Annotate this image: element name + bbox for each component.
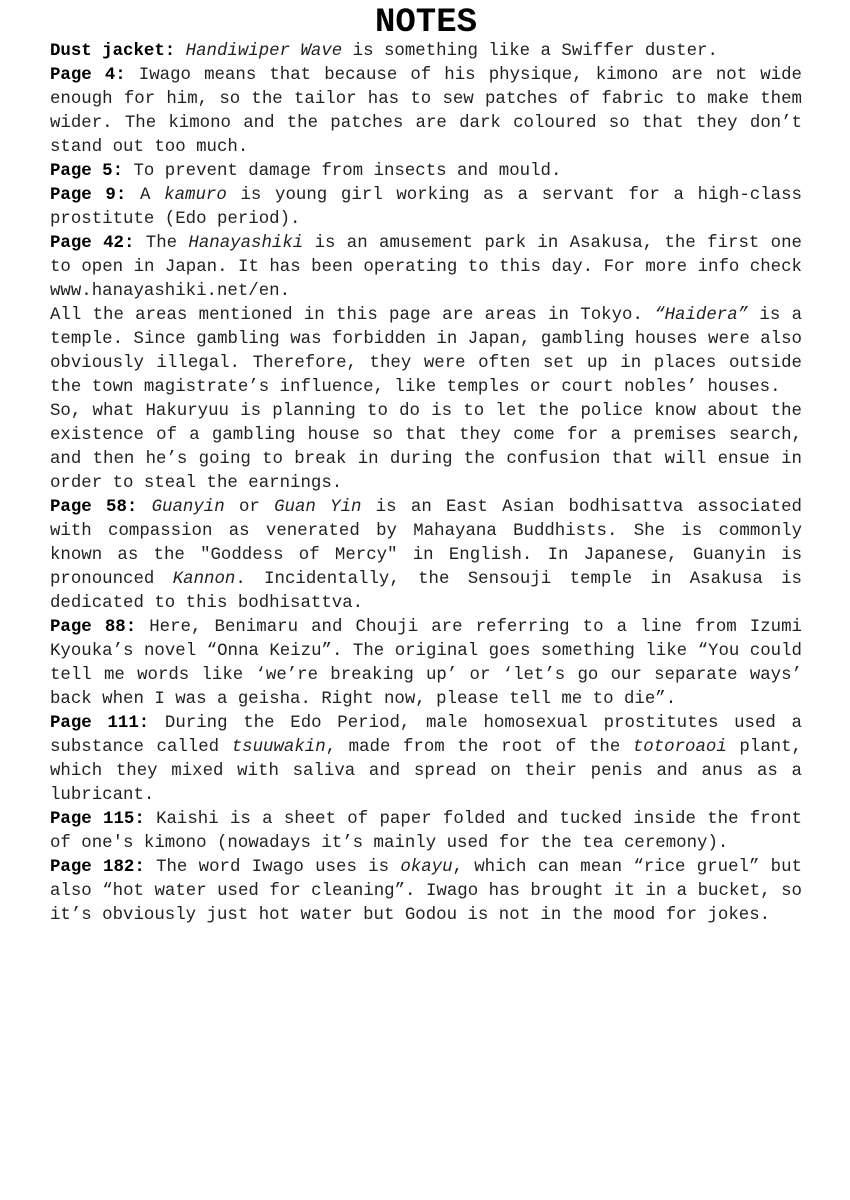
note-text: Iwago means that because of his physique, kimono are not wide enough for him, so the tailor has to sew patches of fabric to make them wider. The kimono and the patches are dark coloured so that they don’t stand out too much.: [50, 66, 802, 157]
note-text: is an amusement park in Asakusa, the first one to open in Japan. It has been operating to this day. For more info check www.hanayashiki.net/en.: [50, 234, 802, 301]
note-entry: [50, 496, 802, 616]
note-italic-term: Handiwiper Wave: [185, 42, 343, 61]
note-text: The: [134, 234, 189, 253]
note-entry: [50, 160, 802, 184]
note-entry: [50, 400, 802, 496]
note-label: Page 58:: [50, 498, 138, 517]
note-text: . Incidentally, the Sensouji temple in Asakusa is dedicated to this bodhisattva.: [50, 570, 802, 613]
note-text: or: [224, 498, 275, 517]
note-italic-term: Kannon: [172, 570, 236, 589]
note-italic-term: kamuro: [164, 186, 227, 205]
note-entry: [50, 712, 802, 808]
page-title: NOTES: [374, 4, 478, 42]
note-italic-term: tsuuwakin: [231, 738, 326, 757]
note-italic-term: Guanyin: [151, 498, 225, 517]
note-entry: [50, 616, 802, 712]
note-text: The word Iwago uses is: [144, 858, 401, 877]
notes-page: [50, 4, 802, 928]
note-text: plant, which they mixed with saliva and spread on their penis and anus as a lubricant.: [50, 738, 802, 805]
note-label: Dust jacket:: [50, 42, 176, 61]
note-italic-term: “Haidera”: [654, 306, 749, 325]
note-text: is an East Asian bodhisattva associated with compassion as venerated by Mahayana Buddhists. She is commonly known as the "Goddess of Mercy" in English. In Japanese, Guanyin is pronounced: [50, 498, 802, 589]
note-label: Page 42:: [50, 234, 135, 253]
note-text: , which can mean “rice gruel” but also “hot water used for cleaning”. Iwago has brought it in a bucket, so it’s obviously just hot water but Godou is not in the mood for jokes.: [50, 858, 802, 925]
note-entry: [50, 64, 802, 160]
note-entry: [50, 808, 802, 856]
note-text: [137, 498, 151, 517]
note-italic-term: okayu: [400, 858, 453, 877]
note-label: Page 88:: [50, 618, 137, 637]
note-text: [175, 42, 185, 61]
note-entry: [50, 184, 802, 232]
note-entry: [50, 304, 802, 400]
note-text: is something like a Swiffer duster.: [342, 42, 718, 61]
note-label: Page 4:: [50, 66, 126, 85]
note-label: Page 9:: [50, 186, 127, 205]
note-label: Page 111:: [50, 714, 150, 733]
note-text: To prevent damage from insects and mould.: [123, 162, 562, 181]
note-text: So, what Hakuryuu is planning to do is to let the police know about the existence of a gambling house so that they come for a premises search, and then he’s going to break in during the confusion that will ensue in order to steal the earnings.: [50, 402, 802, 493]
note-italic-term: Hanayashiki: [188, 234, 304, 253]
note-text: During the Edo Period, male homosexual prostitutes used a substance called: [50, 714, 802, 757]
notes-list: [50, 40, 802, 928]
note-italic-term: totoroaoi: [632, 738, 727, 757]
note-text: is young girl working as a servant for a high-class prostitute (Edo period).: [50, 186, 802, 229]
note-entry: [50, 232, 802, 304]
note-text: Kaishi is a sheet of paper folded and tucked inside the front of one's kimono (nowadays it’s mainly used for the tea ceremony).: [50, 810, 802, 853]
note-italic-term: Guan Yin: [274, 498, 362, 517]
note-text: A: [126, 186, 165, 205]
note-text: , made from the root of the: [325, 738, 633, 757]
note-label: Page 5:: [50, 162, 124, 181]
note-label: Page 115:: [50, 810, 145, 829]
note-entry: [50, 40, 802, 64]
note-text: All the areas mentioned in this page are areas in Tokyo.: [50, 306, 655, 325]
note-label: Page 182:: [50, 858, 145, 877]
note-text: Here, Benimaru and Chouji are referring to a line from Izumi Kyouka’s novel “Onna Keizu”. The original goes something like “You could tell me words like ‘we’re breaking up’ or ‘let’s go our separate ways’ back when I was a geisha. Right now, please tell me to die”.: [50, 618, 802, 709]
note-entry: [50, 856, 802, 928]
note-text: is a temple. Since gambling was forbidden in Japan, gambling houses were also obviously illegal. Therefore, they were often set up in places outside the town magistrate’s influence, like temples or court nobles’ houses.: [50, 306, 803, 397]
